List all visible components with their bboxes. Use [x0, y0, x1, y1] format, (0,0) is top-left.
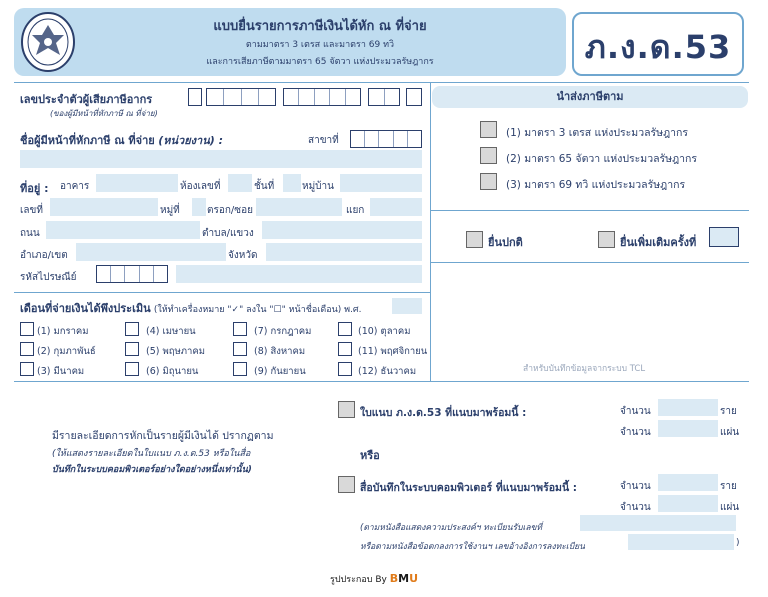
additional-filing-label: ยื่นเพิ่มเติมครั้งที่ — [620, 236, 697, 249]
taxpayer-id-input-3[interactable] — [283, 88, 361, 106]
branch-input[interactable] — [350, 130, 422, 148]
district-label: อำเภอ/เขต — [20, 250, 68, 261]
attachment-label: ใบแนบ ภ.ง.ด.53 ที่แนบมาพร้อมนี้ : — [360, 407, 527, 419]
media-qty-label-2: จำนวน — [620, 502, 651, 513]
attachment-checkbox[interactable] — [338, 401, 355, 418]
section-69-tawi-checkbox[interactable] — [480, 173, 497, 190]
month-9-checkbox[interactable] — [233, 362, 247, 376]
months-header — [20, 299, 362, 317]
attachment-rai-unit: ราย — [720, 406, 737, 417]
phone-input[interactable] — [176, 265, 422, 283]
district-input[interactable] — [76, 243, 226, 261]
details-left-2: (ให้แสดงรายละเอียดในใบแนบ ภ.ง.ด.53 หรือในสื่อ — [52, 449, 251, 459]
taxpayer-id-input-1[interactable] — [188, 88, 202, 106]
year-input[interactable] — [392, 298, 422, 314]
note-close-paren: ) — [736, 538, 740, 548]
section-65-jattawa-label: (2) มาตรา 65 จัตวา แห่งประมวลรัษฎากร — [506, 153, 698, 165]
month-10-checkbox[interactable] — [338, 322, 352, 336]
additional-filing-checkbox[interactable] — [598, 231, 615, 248]
attachment-sheet-unit: แผ่น — [720, 427, 740, 438]
media-qty-label-1: จำนวน — [620, 481, 651, 492]
details-left-1: มีรายละเอียดการหักเป็นรายผู้มีเงินได้ ปรากฏตาม — [52, 430, 274, 442]
month-11-label: (11) พฤศจิกายน — [358, 346, 428, 357]
month-8-checkbox[interactable] — [233, 342, 247, 356]
frame-mid-line — [14, 292, 430, 293]
note-agreement: หรือตามหนังสือข้อตกลงการใช้งานฯ เลขอ้างอิงการลงทะเบียน — [360, 542, 585, 552]
month-1-checkbox[interactable] — [20, 322, 34, 336]
taxpayer-id-note: (ของผู้มีหน้าที่หักภาษี ณ ที่จ่าย) — [50, 109, 158, 118]
attachment-rai-input[interactable] — [658, 399, 718, 416]
agreement-ref-input[interactable] — [628, 534, 734, 550]
attachment-qty-label-2: จำนวน — [620, 427, 651, 438]
registration-number-input[interactable] — [580, 515, 736, 531]
details-left-3: บันทึกในระบบคอมพิวเตอร์อย่างใดอย่างหนึ่งเท่านั้น) — [52, 465, 252, 475]
form-subtitle-1: ตามมาตรา 3 เตรส และมาตรา 69 ทวิ — [245, 40, 395, 50]
number-input[interactable] — [50, 198, 158, 216]
province-label: จังหวัด — [228, 250, 258, 261]
postcode-label: รหัสไปรษณีย์ — [20, 272, 77, 283]
junction-input[interactable] — [370, 198, 422, 216]
withholder-name-input[interactable] — [20, 150, 422, 168]
month-4-checkbox[interactable] — [125, 322, 139, 336]
junction-label: แยก — [346, 205, 365, 216]
media-label: สื่อบันทึกในระบบคอมพิวเตอร์ ที่แนบมาพร้อมนี้ : — [360, 482, 577, 494]
room-label: ห้องเลขที่ — [180, 181, 221, 192]
month-3-checkbox[interactable] — [20, 362, 34, 376]
media-rai-input[interactable] — [658, 474, 718, 491]
media-sheet-unit: แผ่น — [720, 502, 740, 513]
building-input[interactable] — [96, 174, 178, 192]
footer-brand-u: U — [409, 572, 419, 585]
taxpayer-id-input-4[interactable] — [368, 88, 400, 106]
moo-label: หมู่ที่ — [160, 205, 180, 216]
month-5-label: (5) พฤษภาคม — [146, 346, 205, 357]
right-line-1 — [430, 210, 749, 211]
withholder-name-unit: (หน่วยงาน) : — [158, 134, 223, 147]
road-input[interactable] — [46, 221, 200, 239]
branch-label: สาขาที่ — [308, 135, 339, 146]
attachment-qty-label-1: จำนวน — [620, 406, 651, 417]
moo-input[interactable] — [192, 198, 206, 216]
media-checkbox[interactable] — [338, 476, 355, 493]
month-10-label: (10) ตุลาคม — [358, 326, 411, 337]
frame-top — [14, 82, 749, 83]
footer-credit — [330, 572, 418, 586]
form-title: แบบยื่นรายการภาษีเงินได้หัก ณ ที่จ่าย — [213, 19, 427, 34]
soi-label: ตรอก/ซอย — [207, 205, 253, 216]
postcode-input[interactable] — [96, 265, 168, 283]
note-registration: (ตามหนังสือแสดงความประสงค์ฯ ทะเบียนรับเลขที่ — [360, 523, 543, 533]
month-8-label: (8) สิงหาคม — [254, 346, 306, 357]
month-6-checkbox[interactable] — [125, 362, 139, 376]
address-label: ที่อยู่ : — [20, 182, 49, 195]
month-9-label: (9) กันยายน — [254, 366, 306, 377]
form-subtitle-2: และการเสียภาษีตามมาตรา 65 จัตวา แห่งประมวลรัษฎากร — [206, 57, 434, 67]
building-label: อาคาร — [60, 181, 90, 192]
withholder-name-text: ชื่อผู้มีหน้าที่หักภาษี ณ ที่จ่าย — [20, 134, 155, 147]
section-3-tres-checkbox[interactable] — [480, 121, 497, 138]
withholder-name-label — [20, 131, 223, 149]
month-3-label: (3) มีนาคม — [37, 366, 85, 377]
tcl-note: สำหรับบันทึกข้อมูลจากระบบ TCL — [523, 364, 646, 374]
province-input[interactable] — [266, 243, 422, 261]
taxpayer-id-input-2[interactable] — [206, 88, 276, 106]
submit-under-header: นำส่งภาษีตาม — [432, 86, 748, 108]
taxpayer-id-input-5[interactable] — [406, 88, 422, 106]
number-label: เลขที่ — [20, 205, 43, 216]
frame-divider-v — [430, 82, 431, 382]
footer-brand-m: M — [398, 572, 410, 585]
road-label: ถนน — [20, 228, 40, 239]
month-5-checkbox[interactable] — [125, 342, 139, 356]
attachment-sheet-input[interactable] — [658, 420, 718, 437]
months-label: เดือนที่จ่ายเงินได้พึงประเมิน — [20, 302, 151, 315]
month-1-label: (1) มกราคม — [37, 326, 89, 337]
section-65-jattawa-checkbox[interactable] — [480, 147, 497, 164]
month-2-label: (2) กุมภาพันธ์ — [37, 346, 96, 357]
month-11-checkbox[interactable] — [338, 342, 352, 356]
village-label: หมู่บ้าน — [302, 181, 334, 192]
form-code: ภ.ง.ด.53 — [584, 28, 732, 66]
month-7-checkbox[interactable] — [233, 322, 247, 336]
footer-brand-b: B — [389, 572, 399, 585]
section-69-tawi-label: (3) มาตรา 69 ทวิ แห่งประมวลรัษฎากร — [506, 179, 686, 191]
month-4-label: (4) เมษายน — [146, 326, 196, 337]
month-12-checkbox[interactable] — [338, 362, 352, 376]
floor-label: ชั้นที่ — [254, 181, 275, 192]
normal-filing-checkbox[interactable] — [466, 231, 483, 248]
media-rai-unit: ราย — [720, 481, 737, 492]
additional-filing-number-input[interactable] — [709, 227, 739, 247]
frame-bottom-line — [14, 381, 749, 382]
months-hint: (ให้ทำเครื่องหมาย "✓" ลงใน "☐" หน้าชื่อเดือน) พ.ศ. — [153, 305, 362, 315]
taxpayer-id-label: เลขประจำตัวผู้เสียภาษีอากร — [20, 93, 153, 106]
right-line-2 — [430, 262, 749, 263]
month-7-label: (7) กรกฎาคม — [254, 326, 312, 337]
floor-input[interactable] — [283, 174, 301, 192]
village-input[interactable] — [340, 174, 422, 192]
normal-filing-label: ยื่นปกติ — [488, 236, 523, 249]
subdistrict-label: ตำบล/แขวง — [202, 228, 254, 239]
subdistrict-input[interactable] — [262, 221, 422, 239]
or-label: หรือ — [360, 449, 380, 462]
month-12-label: (12) ธันวาคม — [358, 366, 417, 377]
footer-credit-text: รูปประกอบ By — [330, 575, 387, 585]
room-input[interactable] — [228, 174, 252, 192]
month-6-label: (6) มิถุนายน — [146, 366, 199, 377]
section-3-tres-label: (1) มาตรา 3 เตรส แห่งประมวลรัษฎากร — [506, 127, 689, 139]
month-2-checkbox[interactable] — [20, 342, 34, 356]
garuda-seal-icon — [20, 11, 76, 73]
soi-input[interactable] — [256, 198, 342, 216]
media-sheet-input[interactable] — [658, 495, 718, 512]
